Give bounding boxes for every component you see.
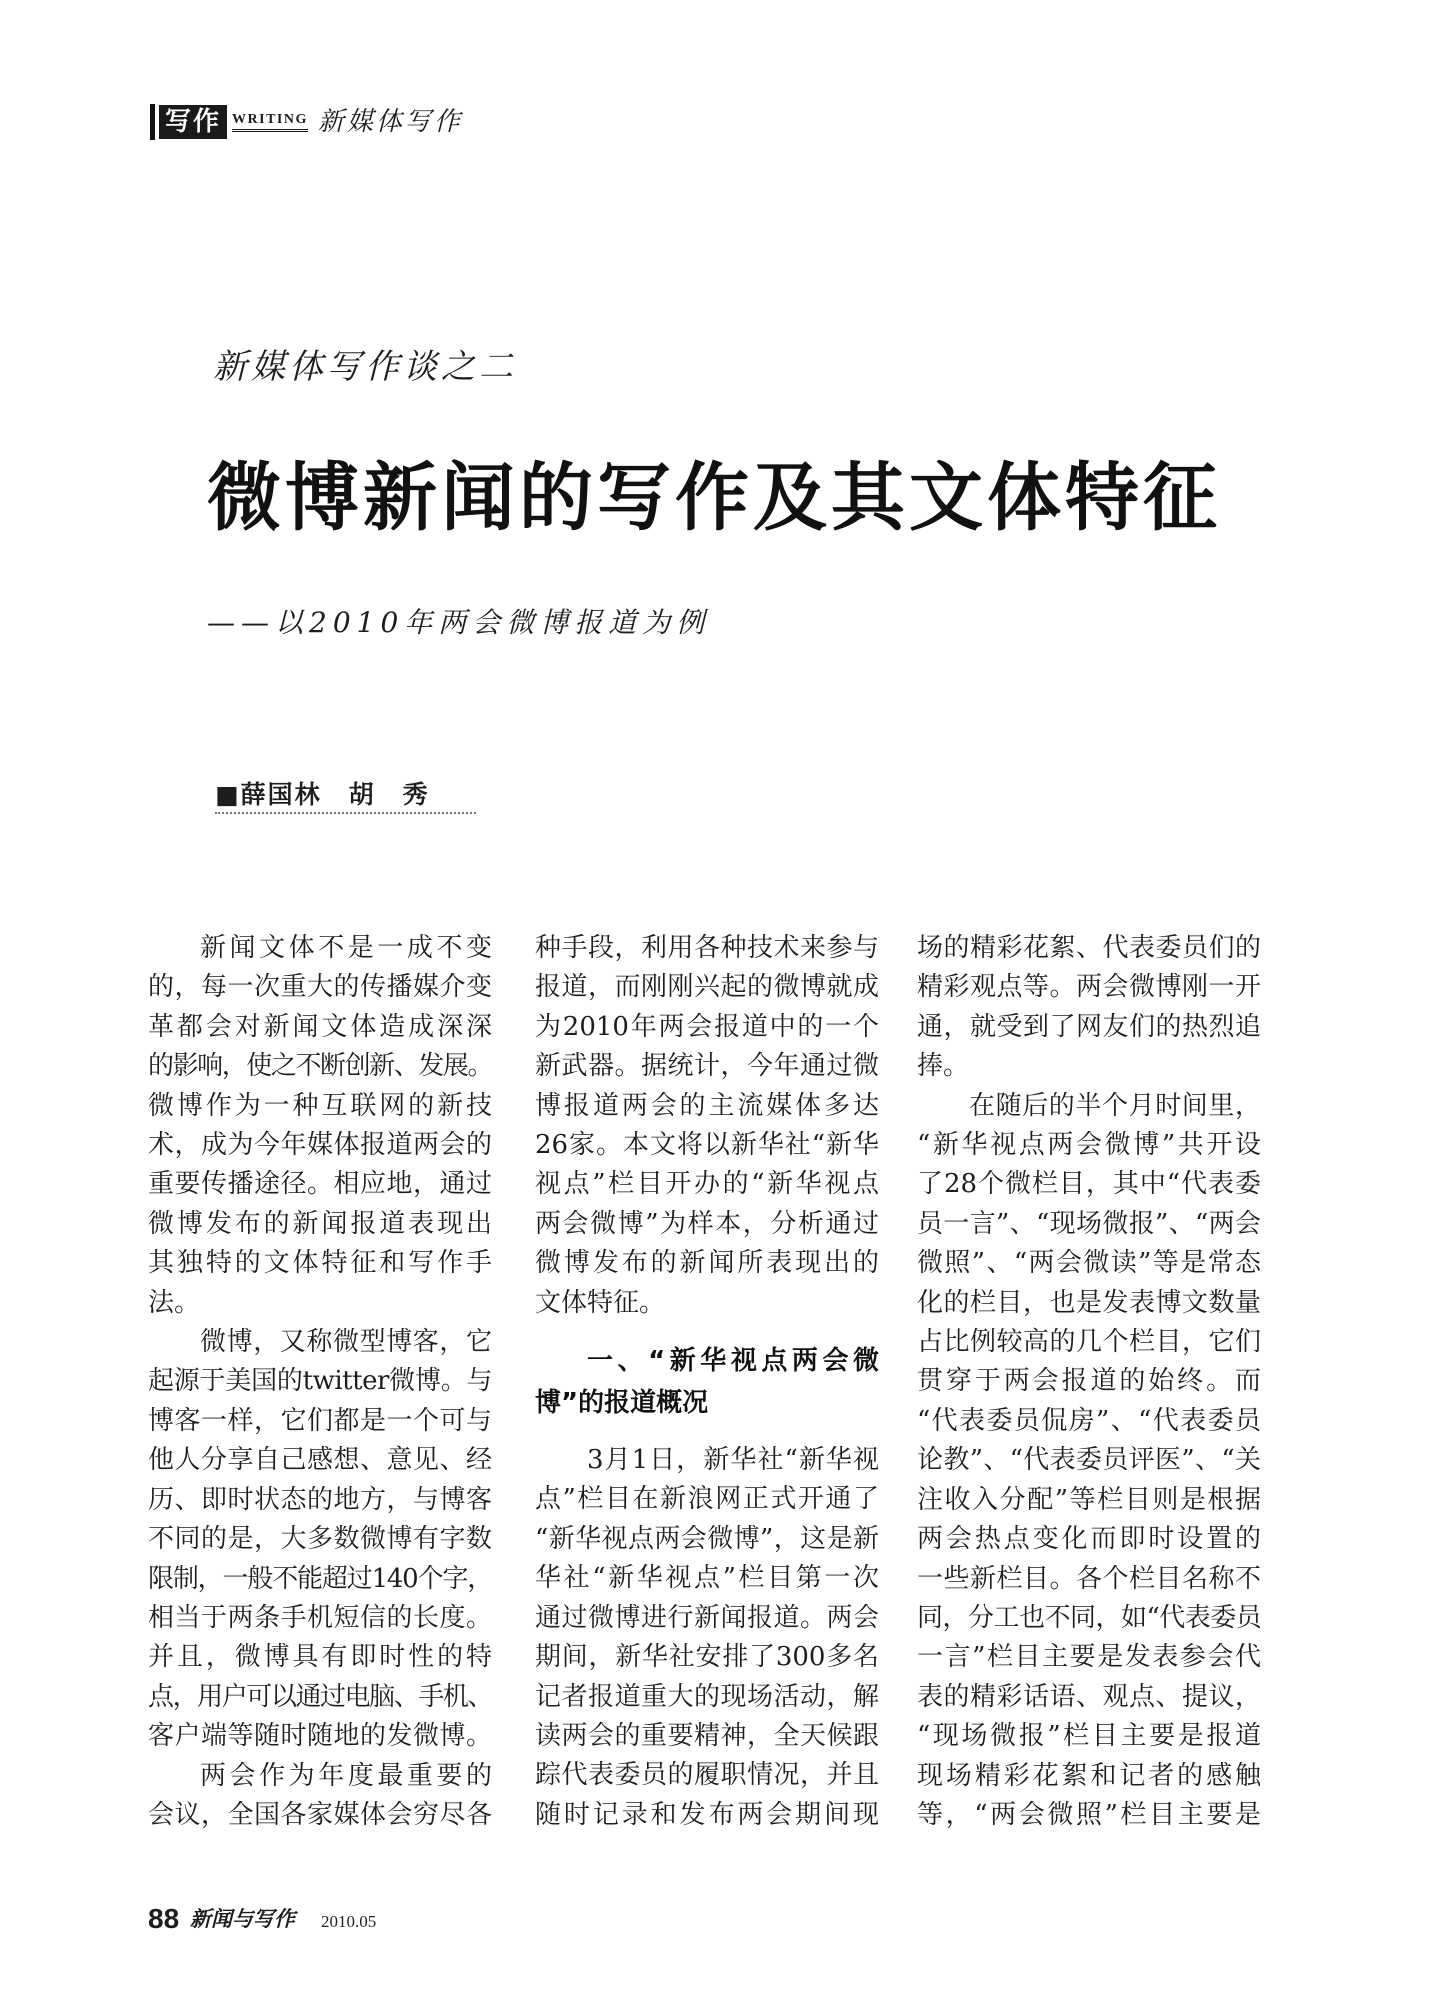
text-column-1 <box>148 929 492 1835</box>
body-line: 微博发布的新闻所表现出的 <box>535 1248 879 1279</box>
body-line: 点，用户可以通过电脑、手机、 <box>148 1681 492 1712</box>
body-line: 通过微博进行新闻报道。两会 <box>535 1602 879 1633</box>
body-line: 华社“新华视点”栏目第一次 <box>535 1563 879 1594</box>
paragraph <box>148 1757 492 1836</box>
body-line: 两会微博”为样本，分析通过 <box>535 1208 879 1239</box>
body-line: 相当于两条手机短信的长度。 <box>148 1602 492 1633</box>
section-name: 新媒体写作 <box>317 107 463 137</box>
text-column-3 <box>917 929 1261 1835</box>
body-line: 场的精彩花絮、代表委员们的 <box>917 933 1261 963</box>
body-line: 限制，一般不能超过140个字， <box>148 1563 492 1594</box>
section-heading-line: 博”的报道概况 <box>535 1388 709 1419</box>
body-line: 革都会对新闻文体造成深深 <box>148 1011 492 1042</box>
body-line: “代表委员侃房”、“代表委员 <box>917 1405 1261 1436</box>
body-line: 的，每一次重大的传播媒介变 <box>148 972 492 1003</box>
author-byline: ■薛国林 胡 秀 <box>215 780 430 809</box>
body-line: 不同的是，大多数微博有字数 <box>148 1524 492 1555</box>
body-line: 26家。本文将以新华社“新华 <box>535 1130 879 1161</box>
body-line: 踪代表委员的履职情况，并且 <box>535 1760 879 1791</box>
body-line: 博客一样，它们都是一个可与 <box>148 1405 492 1436</box>
body-line: 种手段，利用各种技术来参与 <box>535 933 879 963</box>
body-line: 期间，新华社安排了300多名 <box>535 1642 879 1673</box>
paragraph <box>148 1323 492 1756</box>
body-line: 文体特征。 <box>535 1287 666 1318</box>
section-badge-english: WRITING <box>232 112 308 132</box>
body-line: 点”栏目在新浪网正式开通了 <box>535 1484 879 1515</box>
body-line: 报道，而刚刚兴起的微博就成 <box>535 972 879 1003</box>
body-line: 3月1日，新华社“新华视 <box>587 1445 879 1476</box>
body-line: 占比例较高的几个栏目，它们 <box>917 1327 1261 1358</box>
body-line: 其独特的文体特征和写作手 <box>148 1248 492 1279</box>
body-line: 微博，又称微型博客，它 <box>200 1327 492 1358</box>
body-line: 员一言”、“现场微报”、“两会 <box>917 1208 1261 1239</box>
byline-dotted-rule <box>215 812 476 814</box>
body-line: 精彩观点等。两会微博刚一开 <box>917 972 1261 1003</box>
body-line: 表的精彩话语、观点、提议， <box>917 1681 1261 1712</box>
body-line: 在随后的半个月时间里， <box>969 1090 1261 1121</box>
paragraph <box>917 929 1261 1087</box>
body-line: 起源于美国的twitter微博。与 <box>148 1366 492 1397</box>
body-line: 会议，全国各家媒体会穷尽各 <box>148 1799 492 1830</box>
body-line: 术，成为今年媒体报道两会的 <box>148 1130 492 1161</box>
section-badge: 写作 <box>159 105 227 139</box>
body-line: 随时记录和发布两会期间现 <box>535 1799 879 1830</box>
body-line: 论教”、“代表委员评医”、“关 <box>917 1445 1261 1476</box>
body-line: 两会热点变化而即时设置的 <box>917 1524 1261 1555</box>
body-line: 化的栏目，也是发表博文数量 <box>917 1287 1261 1318</box>
body-line: 等，“两会微照”栏目主要是 <box>917 1799 1261 1830</box>
body-line: 现场精彩花絮和记者的感触 <box>917 1760 1261 1791</box>
article-title: 微博新闻的写作及其文体特征 <box>207 455 1221 541</box>
body-line: 微博发布的新闻报道表现出 <box>148 1208 492 1239</box>
body-line: 新武器。据统计，今年通过微 <box>535 1051 879 1082</box>
body-line: 法。 <box>148 1287 201 1318</box>
body-line: 并且，微博具有即时性的特 <box>148 1642 492 1673</box>
body-line: 通，就受到了网友们的热烈追 <box>917 1011 1261 1042</box>
page-number: 88 <box>148 1903 180 1934</box>
body-line: 读两会的重要精神，全天候跟 <box>535 1720 879 1751</box>
section-heading-line: 一、“新华视点两会微 <box>587 1346 879 1377</box>
body-line: 了28个微栏目，其中“代表委 <box>917 1169 1261 1200</box>
publication-logo: 新闻与写作 <box>190 1906 295 1931</box>
paragraph <box>148 929 492 1323</box>
body-line: 一些新栏目。各个栏目名称不 <box>917 1563 1261 1594</box>
body-line: 两会作为年度最重要的 <box>200 1760 492 1791</box>
body-line: 一言”栏目主要是发表参会代 <box>917 1642 1261 1673</box>
article-subtitle: ——以2010年两会微博报道为例 <box>207 606 711 639</box>
paragraph <box>535 929 879 1323</box>
series-kicker: 新媒体写作谈之二 <box>213 347 517 387</box>
body-line: 客户端等随时随地的发微博。 <box>148 1721 492 1752</box>
running-header <box>150 104 463 140</box>
body-line: 捧。 <box>917 1051 970 1082</box>
body-line: 博报道两会的主流媒体多达 <box>535 1090 879 1121</box>
text-column-2 <box>535 929 879 1835</box>
section-heading <box>535 1340 879 1424</box>
issue-date: 2010.05 <box>321 1912 377 1931</box>
body-line: “现场微报”栏目主要是报道 <box>917 1721 1261 1752</box>
body-line: “新华视点两会微博”，这是新 <box>535 1523 879 1554</box>
body-line: 微照”、“两会微读”等是常态 <box>917 1248 1261 1279</box>
body-line: 他人分享自己感想、意见、经 <box>148 1445 492 1476</box>
body-line: 新闻文体不是一成不变 <box>200 933 492 963</box>
header-bar <box>150 104 155 140</box>
body-line: “新华视点两会微博”共开设 <box>917 1130 1261 1161</box>
body-line: 重要传播途径。相应地，通过 <box>148 1169 492 1200</box>
paragraph <box>917 1087 1261 1836</box>
body-line: 微博作为一种互联网的新技 <box>148 1090 492 1121</box>
body-line: 历、即时状态的地方，与博客 <box>148 1484 492 1515</box>
body-line: 贯穿于两会报道的始终。而 <box>917 1366 1261 1397</box>
body-line: 记者报道重大的现场活动，解 <box>535 1681 879 1712</box>
body-line: 视点”栏目开办的“新华视点 <box>535 1169 879 1200</box>
body-line: 同，分工也不同，如“代表委员 <box>917 1602 1261 1633</box>
body-line: 为2010年两会报道中的一个 <box>535 1011 879 1042</box>
paragraph <box>535 1441 879 1835</box>
body-line: 的影响，使之不断创新、发展。 <box>148 1051 492 1082</box>
body-line: 注收入分配”等栏目则是根据 <box>917 1484 1261 1515</box>
